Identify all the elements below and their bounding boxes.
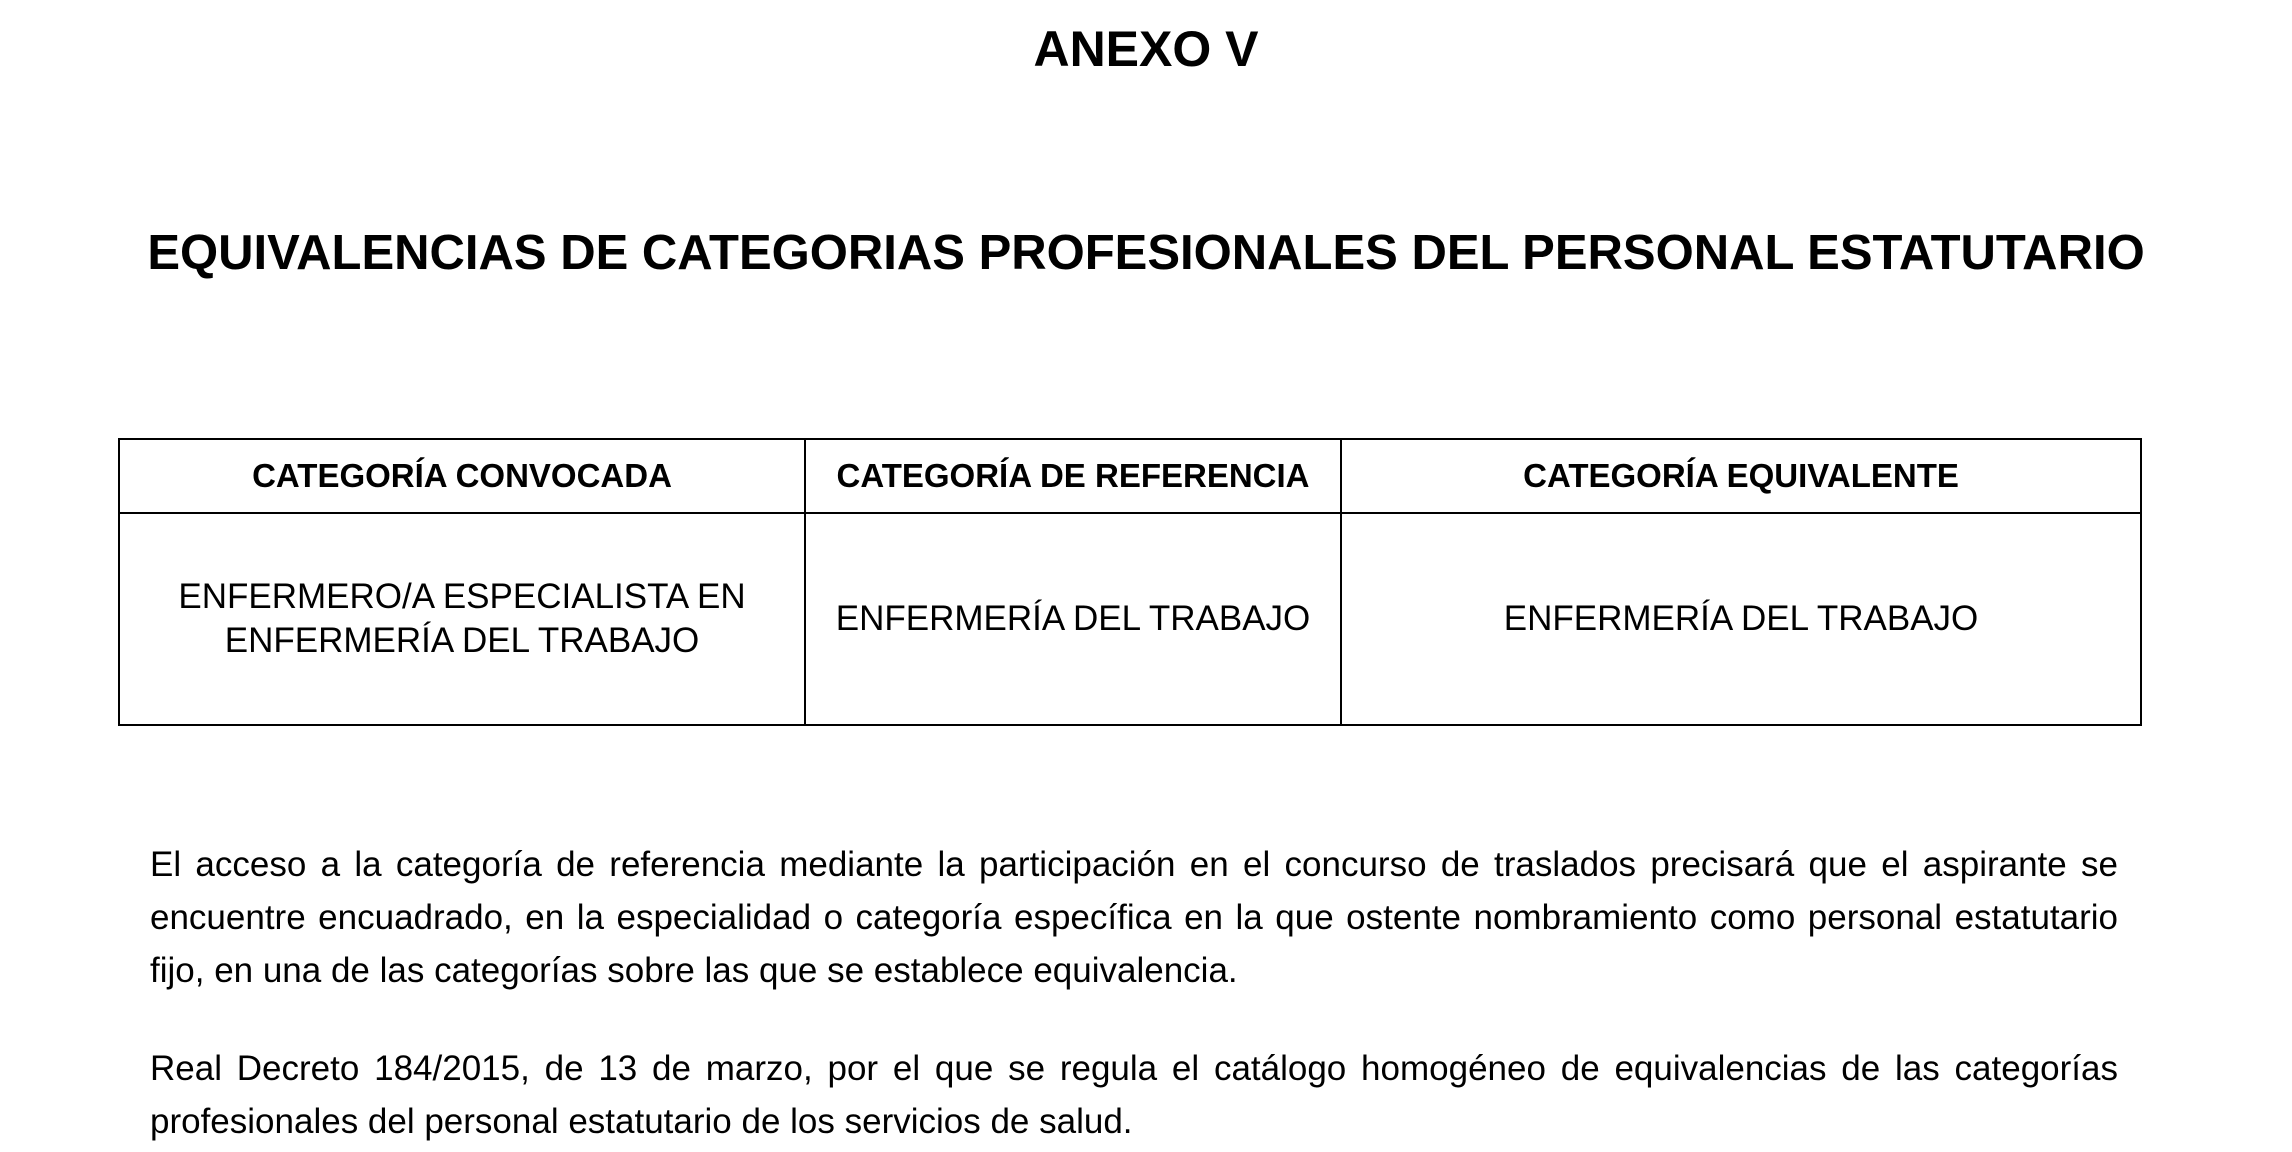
cell-categoria-referencia: ENFERMERÍA DEL TRABAJO (805, 513, 1341, 725)
cell-categoria-convocada (119, 513, 805, 725)
header-categoria-equivalente: CATEGORÍA EQUIVALENTE (1341, 439, 2141, 513)
cell-line: ENFERMERO/A ESPECIALISTA EN (178, 577, 746, 616)
table-row (119, 513, 2141, 725)
cell-line: ENFERMERÍA DEL TRABAJO (224, 621, 700, 660)
page-title: ANEXO V (1033, 21, 1259, 77)
body-paragraph-decree: Real Decreto 184/2015, de 13 de marzo, por el que se regula el catálogo homogéneo de equivalencias de las categorías profesionales del personal estatutario de los servicios de salud. (150, 1049, 2118, 1141)
header-categoria-referencia: CATEGORÍA DE REFERENCIA (805, 439, 1341, 513)
equivalence-table (118, 438, 2142, 726)
header-categoria-convocada: CATEGORÍA CONVOCADA (119, 439, 805, 513)
table-header-row (119, 439, 2141, 513)
body-paragraph-access: El acceso a la categoría de referencia mediante la participación en el concurso de traslados precisará que el aspirante se encuentre encuadrado, en la especialidad o categoría específica en la que ostente nombramiento como personal estatutario fijo, en una de las categorías sobre las que se establece equivalencia. (150, 845, 2118, 990)
page-subtitle: EQUIVALENCIAS DE CATEGORIAS PROFESIONALES DEL PERSONAL ESTATUTARIO (147, 226, 2145, 280)
cell-categoria-equivalente: ENFERMERÍA DEL TRABAJO (1341, 513, 2141, 725)
